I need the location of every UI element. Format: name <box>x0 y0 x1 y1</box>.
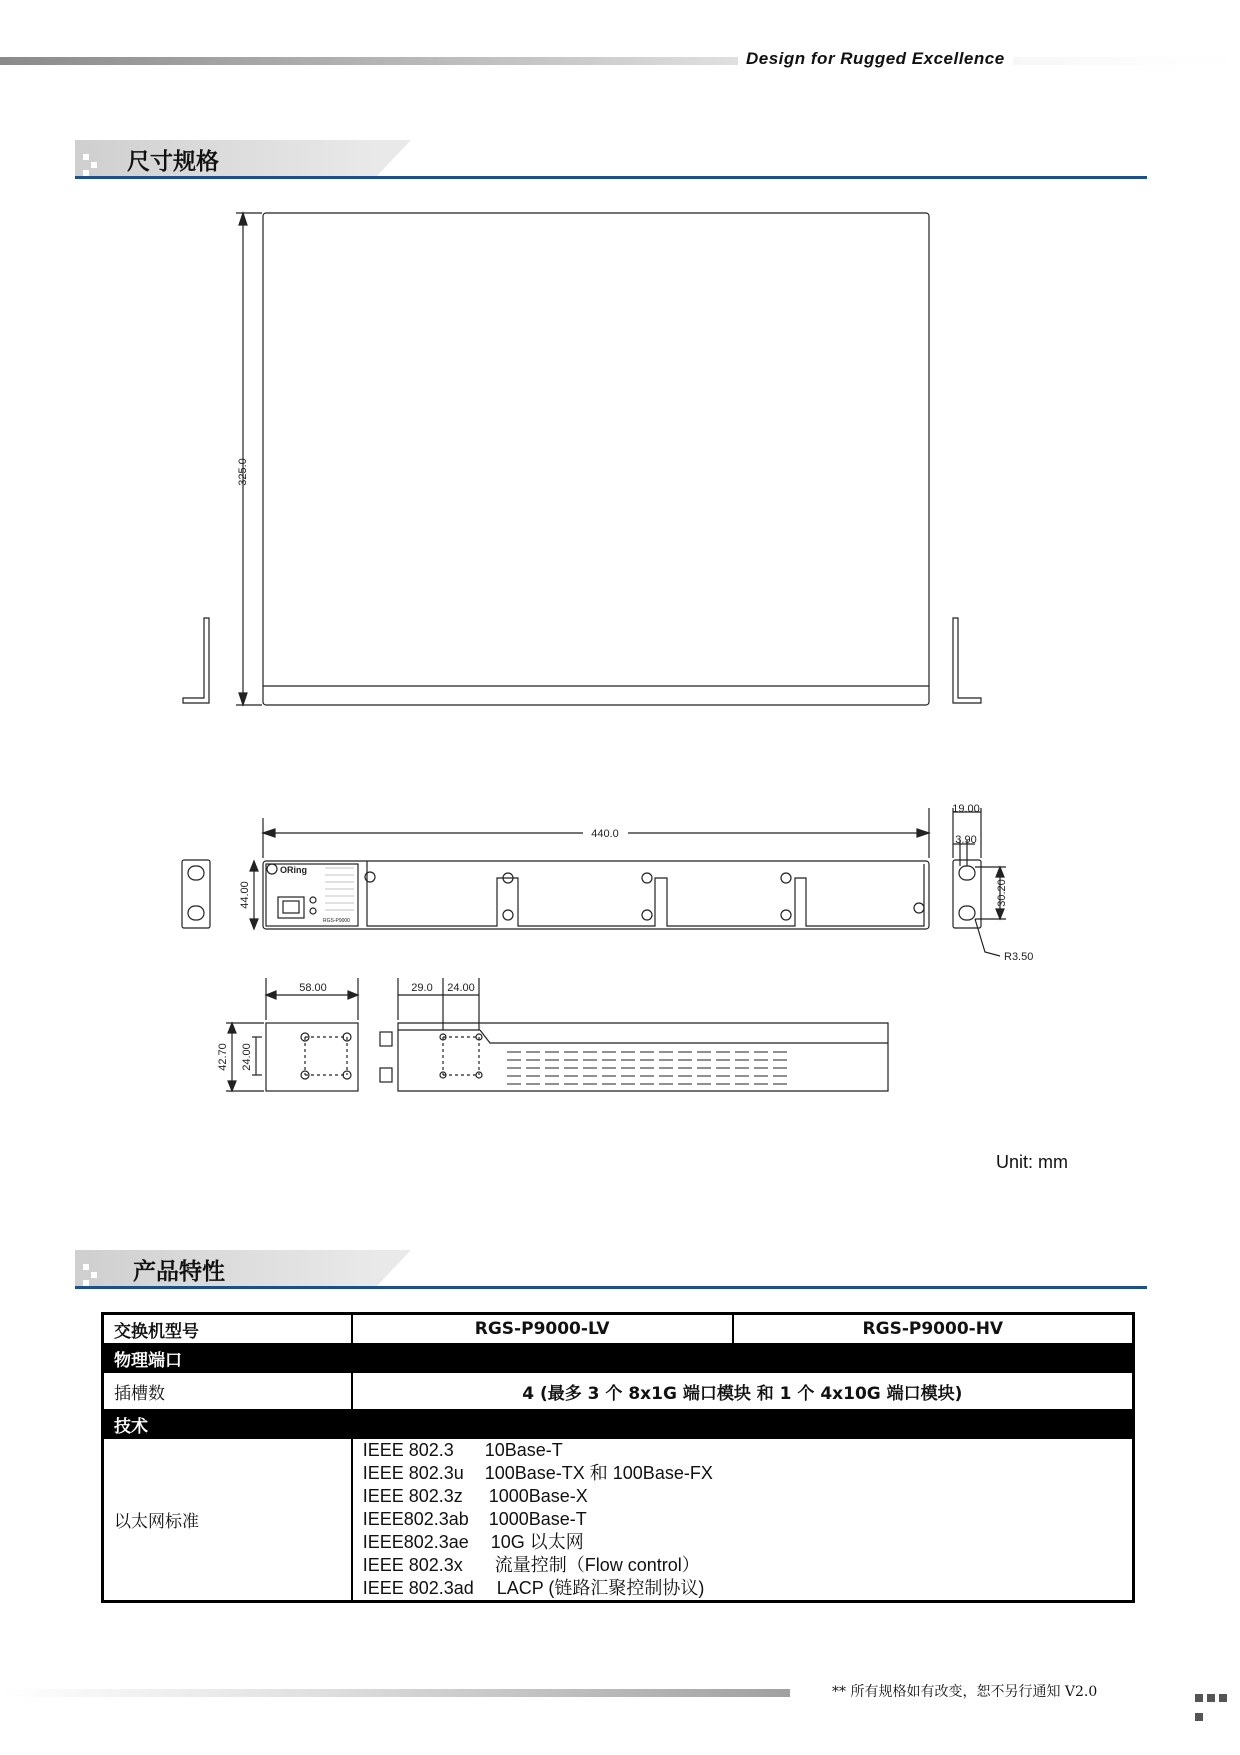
group-physical-ports: 物理端口 <box>103 1344 1134 1372</box>
header-cell-lv: RGS-P9000-LV <box>352 1314 733 1345</box>
dim-label-24-top: 24.00 <box>447 982 475 994</box>
header-cell-hv: RGS-P9000-HV <box>733 1314 1134 1345</box>
section-title: 产品特性 <box>133 1259 225 1285</box>
dim-label-44: 44.00 <box>239 881 251 909</box>
dim-label-radius: R3.50 <box>1004 951 1034 963</box>
dim-label-3-90: 3.90 <box>955 834 977 846</box>
table-group-row <box>103 1410 1134 1438</box>
spec-table <box>101 1312 1135 1603</box>
section-heading-features <box>75 1250 1147 1288</box>
row-label-ethernet: 以太网标准 <box>103 1438 352 1602</box>
dim-label-29: 29.0 <box>411 982 433 994</box>
standard-item: IEEE 802.3u 100Base-TX 和 100Base-FX <box>362 1463 713 1483</box>
standard-item: IEEE802.3ae 10G 以太网 <box>362 1532 584 1552</box>
front-panel-brand-logo: ORing <box>280 865 307 875</box>
dim-label-325: 325.0 <box>237 458 249 486</box>
table-group-row <box>103 1344 1134 1372</box>
footer-squares-icon <box>1195 1687 1240 1725</box>
dim-label-30-20: 30.20 <box>996 879 1008 907</box>
standard-item: IEEE 802.3z 1000Base-X <box>362 1486 588 1506</box>
row-label-slots: 插槽数 <box>103 1372 352 1410</box>
section-title: 尺寸规格 <box>127 149 219 175</box>
standard-item: IEEE 802.3x 流量控制（Flow control） <box>362 1555 700 1575</box>
standard-item: IEEE802.3ab 1000Base-T <box>362 1509 587 1529</box>
dim-label-42-70: 42.70 <box>217 1043 229 1071</box>
group-technology: 技术 <box>103 1410 1134 1438</box>
row-value-slots: 4 (最多 3 个 8x1G 端口模块 和 1 个 4x10G 端口模块) <box>352 1372 1134 1410</box>
header-tagline: Design for Rugged Excellence <box>738 49 1013 69</box>
footer-note: ** 所有规格如有改变，恕不另行通知 V2.0 <box>832 1684 1098 1700</box>
standard-item: IEEE 802.3 10Base-T <box>362 1440 563 1460</box>
unit-label: Unit: mm <box>996 1152 1068 1172</box>
front-panel-model-label: RGS-P9000 <box>323 918 350 924</box>
header-cell-model: 交换机型号 <box>103 1314 352 1345</box>
table-row <box>103 1372 1134 1410</box>
dim-label-440: 440.0 <box>591 828 619 840</box>
ethernet-standards-list <box>352 1438 1134 1602</box>
dim-label-58: 58.00 <box>299 982 327 994</box>
footer-gradient-bar <box>0 1689 790 1697</box>
table-header-row <box>103 1314 1134 1345</box>
table-row <box>103 1438 1134 1602</box>
heading-bullet-icon <box>83 1264 89 1270</box>
dim-label-19: 19.00 <box>952 803 980 815</box>
standard-item: IEEE 802.3ad LACP (链路汇聚控制协议) <box>362 1578 705 1598</box>
dim-label-24-side: 24.00 <box>241 1043 253 1071</box>
